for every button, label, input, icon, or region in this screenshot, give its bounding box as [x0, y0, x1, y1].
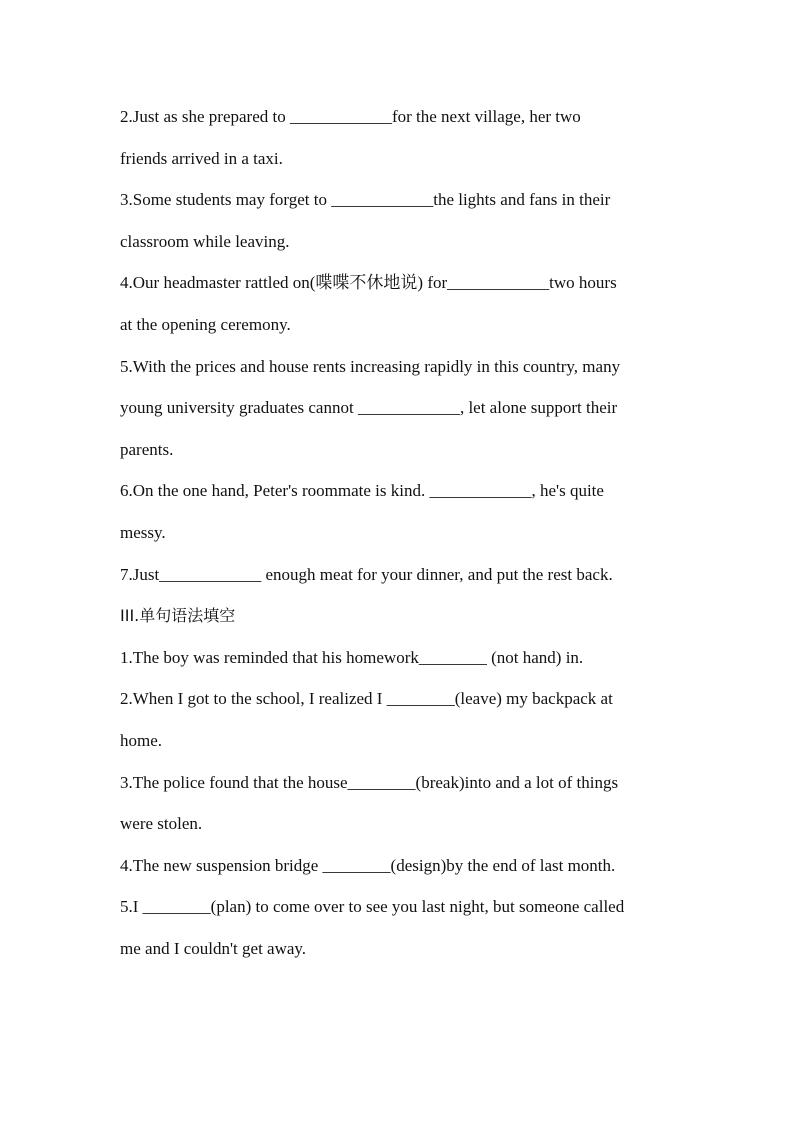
- grammar-2-line-1: 2.When I got to the school, I realized I ________(leave) my backpack at: [120, 689, 613, 709]
- exercise-2-line-1: 2.Just as she prepared to ____________for the next village, her two: [120, 107, 581, 126]
- grammar-5-line-2: me and I couldn't get away.: [120, 938, 307, 958]
- grammar-1-line-1: 1.The boy was reminded that his homework________ (not hand) in.: [120, 647, 584, 667]
- exercise-4-line-2: at the opening ceremony.: [120, 314, 291, 334]
- exercise-3-line-2: classroom while leaving.: [120, 231, 290, 251]
- grammar-4-line-1: 4.The new suspension bridge ________(design)by the end of last month.: [120, 855, 616, 875]
- grammar-3-line-2: were stolen.: [120, 814, 203, 834]
- worksheet-page: [120, 100, 680, 973]
- grammar-5-line-1: 5.I ________(plan) to come over to see you last night, but someone called: [120, 897, 625, 917]
- exercise-6-line-1: 6.On the one hand, Peter's roommate is kind. ____________, he's quite: [120, 481, 604, 501]
- exercise-5-line-2: young university graduates cannot ____________, let alone support their: [120, 398, 618, 418]
- exercise-5-line-3: parents.: [120, 439, 174, 459]
- exercise-5-line-1: 5.With the prices and house rents increasing rapidly in this country, many: [120, 356, 621, 376]
- grammar-3-line-1: 3.The police found that the house________(break)into and a lot of things: [120, 772, 619, 792]
- grammar-2-line-2: home.: [120, 730, 163, 750]
- section-heading: III.单句语法填空: [120, 606, 236, 626]
- exercise-4-line-1: 4.Our headmaster rattled on(喋喋不休地说) for____________two hours: [120, 273, 617, 293]
- exercise-7-line-1: 7.Just____________ enough meat for your dinner, and put the rest back.: [120, 564, 613, 584]
- exercise-2-line-2: friends arrived in a taxi.: [120, 148, 283, 168]
- exercise-6-line-2: messy.: [120, 522, 166, 542]
- exercise-3-line-1: 3.Some students may forget to ____________the lights and fans in their: [120, 190, 611, 210]
